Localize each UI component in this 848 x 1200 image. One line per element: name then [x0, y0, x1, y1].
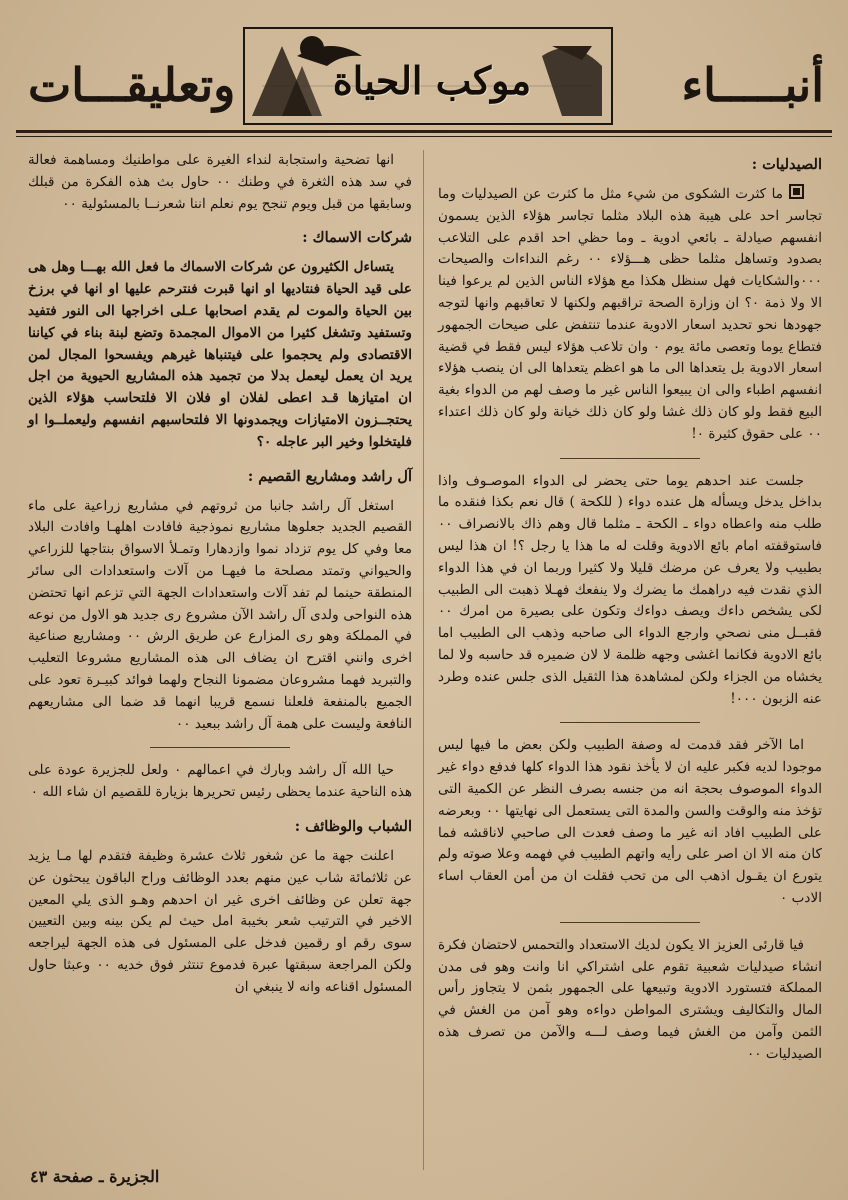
- pharmacies-paragraph-1: ما كثرت الشكوى من شيء مثل ما كثرت عن الصيدليات وما تجاسر احد على هيبة هذه البلاد مثلما تجاسر هؤلاء الذين يسمون انفسهم صيادلة ـ بائعي ادوية ـ وما حظي احد اقدم على التلاعب بصدود وتساهل مثلما حظى هـــؤلاء ٠٠ رغم النداءات والصيحات ٠٠٠والشكايات فهل سنظل هكذا مع هؤلاء الناس الذين لم يرعوا فينا الا ولا ذمة ٠؟ ان وزارة الصحة تراقبهم ولكنها لا تعاقبهم وانها لتوجه جهودها نحو تحديد اسعار الادوية عندما تنتفض على صيحات الجمهور فتطاع يوما وتعصى مائة يوم ٠ وان تلاعب هؤلاء ليس فقط في قضية اسعار الادوية بل يتعداها الى ما هو اعظم يتعداها الى ان ينصب هؤلاء انفسهم اطباء والى ان يبيعوا الناس غير ما وصف لهم من الدواء بغية البيع فقط ولو كان ذلك غشا ولو كان ذلك خيانة ولو كان ذلك اعتداء ٠٠ على حقوق كثيرة ٠!: [438, 186, 822, 442]
- al-rashid-paragraph-1: استغل آل راشد جانبا من ثروتهم في مشاريع زراعية على ماء القصيم الجديد جعلوها مشاريع نموذجية فافادت اهلهـا وافادت البلاد معا وفي كل يوم تزداد نموا وازدهارا وتمـلأ الاسواق بنتاجها للزراعي والحيواني وتمتد مصلحة ما فيهـا من آلات واستعدادات الى سائر المنطقة حينما لم تفد آلات واستعدادات الجهة التي تزعم انها تحتضن هذه النواحى ولدى آل راشد الآن مشروع رى جديد هو الاول من نوعه في المملكة وهو رى المزارع عن طريق الرش ٠٠ ومشاريع صناعية اخرى وانني اقترح ان يضاف الى هذه المشاريع مشروعا التعليب والتبريد فهما مشروعان مضمونا النجاح ولهما فوائد كبيـرة تعود على الجميع بالمنفعة فلعلنا نسمع قريبا انهما قد ضما الى مشاريعهم النافعة وليست على همة آل راشد ببعيد ٠٠: [28, 497, 412, 732]
- youth-jobs-paragraph: اعلنت جهة ما عن شغور ثلاث عشرة وظيفة فتقدم لها مـا يزيد عن ثلاثمائة شاب عين منهم بعدد الوظائف وراح الباقون يبحثون عن جهة تعلن عن وظائف اخرى غير ان احدهم وهـو الذى يلي المعين الاخير في الترتيب شعر بخيبة امل حيث لم يكن بينه وبين التعيين سوى رقم او رقمين فدخل على المسئول فى هذه الجهة ليراجعه ولكن المراجعة سبقتها عبرة فدموع تنتثر فوق خديه ٠٠ وعبثا حاول المسئول اقناعه وانه لا ينبغي ان: [28, 847, 412, 995]
- section-separator: [560, 722, 700, 723]
- pharmacies-paragraph-2: جلست عند احدهم يوما حتى يحضر لى الدواء الموصـوف واذا بداخل يدخل ويسأله هل عنده دواء ( للكحة ) قال نعم بكذا فنقده ما طلب منه واعطاه دواء ـ الكحة ـ مثلما قال وهم ذاك بالانصراف ٠٠ فاستوقفته امام بائع الادوية وقلت له ما هذا يا رجل ؟! ان هذا ليس بطبيب ولا يعرف عن مرضك قليلا ولا كثيرا وربما ان في هذا الدواء الذي نقدت فيه دراهمك ما يضرك ولا ينفعك فهـلا ذهبت الى الطبيب لكى يشخص داءك ويصف دواءك وتكون على بصيرة من امرك ٠٠ فقبــل منى نصحي وارجع الدواء الى صاحبه وذهب الى الطبيب اما بائع الادوية فكانما اغشى وجهه ظلمة لا لان ضميره قد حاسبه ولا لما يخشاه من الجزاء ولكن لمشاهدة هذا الثقيل الذى جلس عنده وطرد عنه الزبون ٠٠٠!: [438, 472, 822, 707]
- section-separator: [560, 458, 700, 459]
- square-bullet-icon: [789, 184, 804, 199]
- masthead-rule-thin: [16, 136, 832, 137]
- pharmacies-paragraph-4: فيا قارئى العزيز الا يكون لديك الاستعداد والتحمس لاحتضان فكرة انشاء صيدليات شعبية تقوم على اشتراكي انا وانت وهو فى مدن المملكة فتستورد الادوية وتبيعها على الجمهور بثمن لا يتجاوز رأس المال والتكاليف ويشترى المواطن دواءه وهو آمن من الغش في الثمن وآمن من الغش فيما وصف لـــه والآمن من تصرف هذه الصيدليات ٠٠: [438, 936, 822, 1062]
- section-heading-fish-companies: شركات الاسماك :: [302, 229, 412, 247]
- left-column: [28, 150, 412, 1011]
- continuation-paragraph: انها تضحية واستجابة لنداء الغيرة على مواطنيك ومساهمة فعالة في سد هذه الثغرة في وطنك ٠٠ حاول بث هذه الفكرة من قبلك وسابقها من قبل ويوم تنجح يوم نعلم اننا شعرنــا بالمسئولية ٠٠: [28, 152, 412, 212]
- section-heading-al-rashid: آل راشد ومشاريع القصيم :: [247, 467, 412, 485]
- masthead: [16, 26, 832, 134]
- section-separator: [150, 747, 290, 748]
- section-separator: [560, 922, 700, 923]
- fish-companies-body: [28, 257, 412, 453]
- section-heading-pharmacies: الصيدليات :: [751, 156, 822, 173]
- column-divider: [423, 150, 424, 1170]
- fish-companies-paragraph: يتساءل الكثيرون عن شركات الاسماك ما فعل الله بهـــا وهل هى على قيد الحياة فنتاديها او انها قبرت فنترحم عليها او انها في برزخ بين الحياة والموت لم يقدم اصحابها عـلى اخراجها الى النور فتفيد وتستفيد وتشغل كثيرا من الاموال المجمدة وتضع لبنة بناء في كياننا الاقتصادى ولم يحجموا على فيتنباها غيرهم ويفسحوا المجال لمن يريد ان يعمل ليعمل بدلا من تجميد هذه المشاريع الحيوية من اجل ان امتيازها قـد اعطى لفلان او فلان الا فلتحاسب هؤلاء الذين يحتجــزون الامتيازات ويجمدونها الا فلتحاسبهم انفسهم وليعملــوا او فليتخلوا وخير البر عاجله ٠؟: [28, 259, 412, 450]
- al-rashid-paragraph-2: حيا الله آل راشد وبارك في اعمالهم ٠ ولعل للجزيرة عودة على هذه الناحية عندما يحظى رئيس تحريرها بزيارة للقصيم ان شاء الله ٠: [28, 762, 412, 801]
- pharmacies-paragraph-3: اما الآخر فقد قدمت له وصفة الطبيب ولكن بعض ما فيها ليس موجودا لديه فكبر عليه ان لا يأخذ نقود هذا الدواء كلها فدفع دواء غير الدواء الموصوف بحجة انه من جنسه بصرف النظر عن الكمية التى تؤخذ منه والوقت والسن والمدة التى يستعمل الى نهايتها ٠٠ وبعرضه على الطبيب افاد انه غير ما وصف فعدت الى صاحبي لاناقشه فما كان منه الا ان اصر على رأيه واتهم الطبيب في فهمه وعلا صوته ولم يتورع ان يقـول اذهب الى من تحب فقلت ان من أمن العقاب اساء الادب ٠: [438, 737, 823, 906]
- masthead-left-word: وتعليقـــات: [28, 58, 236, 112]
- section-heading-youth-jobs: الشباب والوظائف :: [294, 817, 412, 835]
- masthead-rule: [16, 130, 832, 133]
- masthead-right-word: أنبـــــاء: [681, 58, 824, 112]
- right-column: [438, 150, 822, 1077]
- page-footer: الجزيرة ـ صفحة ٤٣: [30, 1167, 160, 1186]
- masthead-title: موكب الحياة: [332, 58, 532, 103]
